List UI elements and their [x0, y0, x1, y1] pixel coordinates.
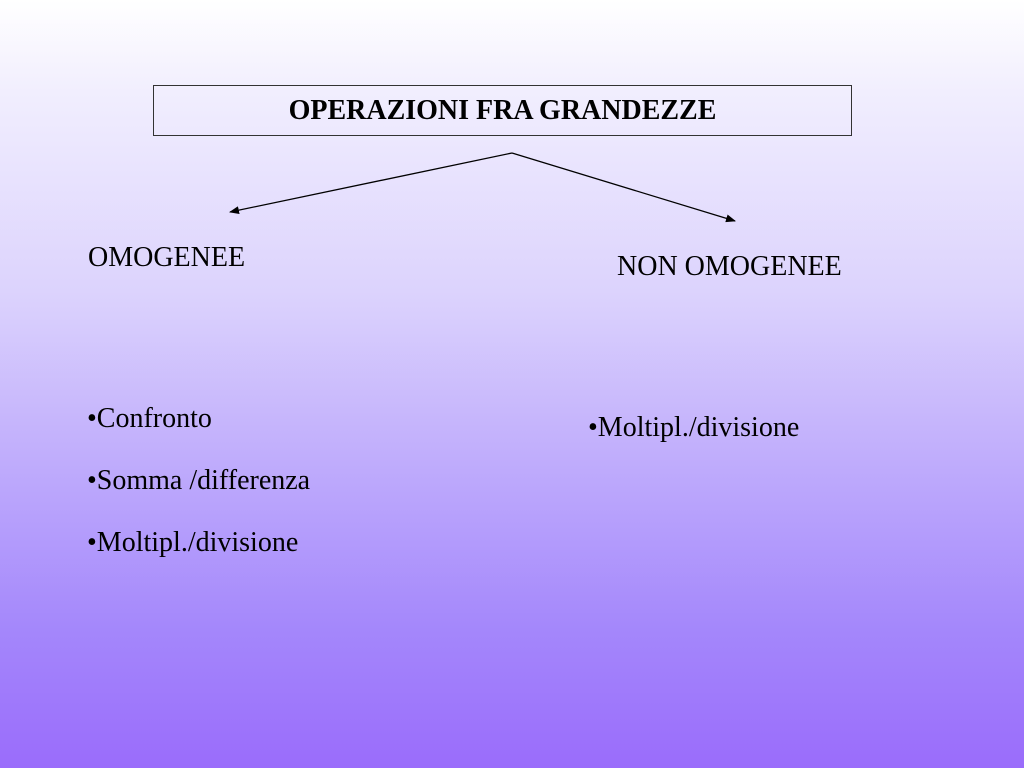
list-item-somma-differenza: •Somma /differenza	[87, 465, 311, 496]
list-item-moltiplicazione-divisione: •Moltipl./divisione	[588, 412, 800, 443]
branch-label-non-omogenee: NON OMOGENEE	[617, 251, 842, 282]
arrow-to-omogenee	[230, 153, 512, 212]
arrow-to-non-omogenee	[512, 153, 735, 221]
list-item-confronto: •Confronto	[87, 403, 212, 434]
title-box	[153, 85, 852, 136]
non-omogenee-operations-list	[588, 412, 799, 474]
branch-label-omogenee: OMOGENEE	[88, 242, 246, 273]
list-item-moltiplicazione-divisione: •Moltipl./divisione	[87, 527, 299, 558]
omogenee-operations-list	[87, 403, 310, 589]
diagram-title: OPERAZIONI FRA GRANDEZZE	[288, 94, 717, 126]
